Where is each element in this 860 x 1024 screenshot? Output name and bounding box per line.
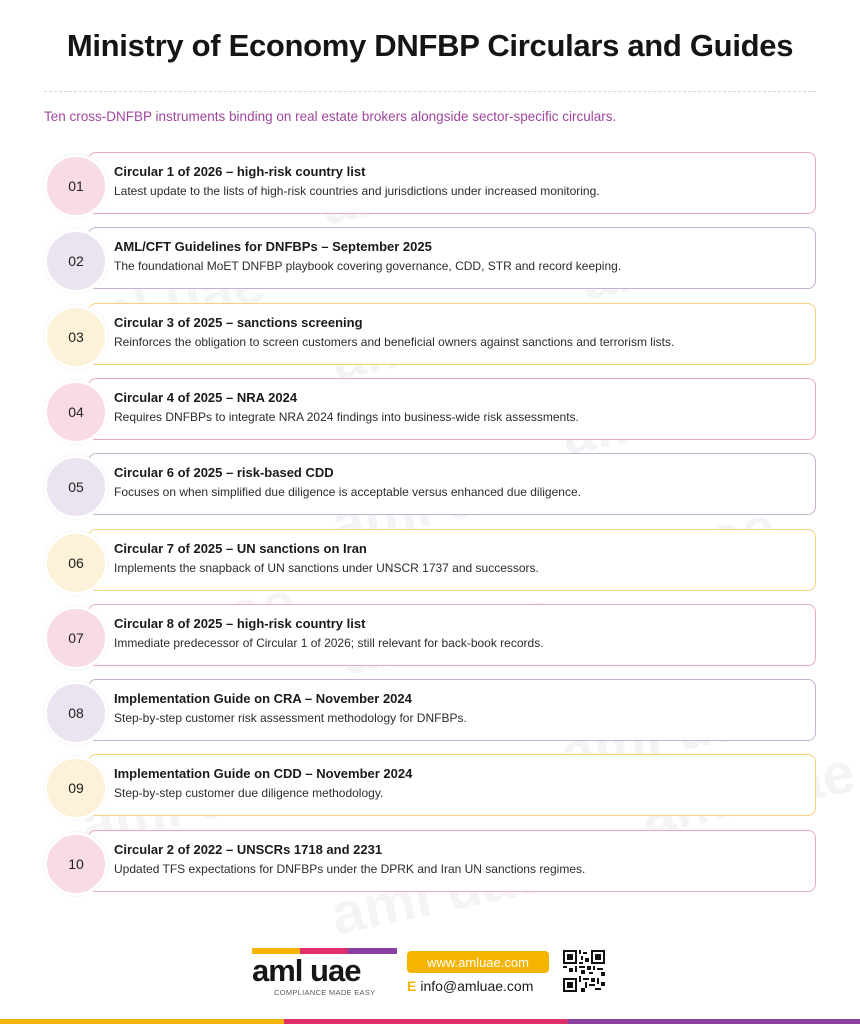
- list-item: [44, 378, 816, 440]
- item-card: [88, 303, 816, 365]
- qr-code-icon[interactable]: [563, 950, 605, 992]
- item-description: Updated TFS expectations for DNFBPs under the DPRK and Iran UN sanctions regimes.: [114, 861, 586, 876]
- list-item: [44, 754, 816, 816]
- item-title: Implementation Guide on CDD – November 2024: [114, 766, 413, 782]
- item-card: [88, 529, 816, 591]
- logo-text: aml uae: [252, 953, 361, 988]
- footer-logo[interactable]: [252, 948, 397, 996]
- item-description: Reinforces the obligation to screen customers and beneficial owners against sanctions and terrorism lists.: [114, 334, 675, 349]
- list-item: [44, 303, 816, 365]
- list-item: [44, 453, 816, 515]
- item-description: Implements the snapback of UN sanctions under UNSCR 1737 and successors.: [114, 560, 539, 575]
- item-description: Step-by-step customer due diligence methodology.: [114, 786, 384, 801]
- item-card: [88, 604, 816, 666]
- email-link[interactable]: info@amluae.com: [420, 978, 534, 994]
- item-card: [88, 227, 816, 289]
- item-title: Implementation Guide on CRA – November 2024: [114, 691, 412, 707]
- item-number-badge: 01: [44, 154, 108, 218]
- item-title: Circular 4 of 2025 – NRA 2024: [114, 389, 298, 405]
- item-card: [88, 754, 816, 816]
- item-title: Circular 8 of 2025 – high-risk country list: [114, 615, 366, 631]
- item-description: The foundational MoET DNFBP playbook covering governance, CDD, STR and record keeping.: [114, 259, 622, 274]
- title-divider: [44, 91, 816, 92]
- list-item: [44, 679, 816, 741]
- item-number-badge: 03: [44, 305, 108, 369]
- logo-tagline: COMPLIANCE MADE EASY: [274, 988, 376, 997]
- list-item: [44, 604, 816, 666]
- email-line[interactable]: [407, 978, 533, 994]
- item-description: Latest update to the lists of high-risk countries and jurisdictions under increased monitoring.: [114, 184, 600, 198]
- email-prefix: E: [407, 978, 417, 994]
- item-number-badge: 06: [44, 531, 108, 595]
- item-number-badge: 07: [44, 606, 108, 670]
- page-subtitle: Ten cross-DNFBP instruments binding on real estate brokers alongside sector-specific circulars.: [44, 109, 617, 124]
- item-card: [88, 830, 816, 892]
- item-card: [88, 453, 816, 515]
- item-number-badge: 04: [44, 380, 108, 444]
- item-description: Focuses on when simplified due diligence is acceptable versus enhanced due diligence.: [114, 485, 581, 500]
- item-description: Step-by-step customer risk assessment methodology for DNFBPs.: [114, 711, 467, 726]
- item-title: Circular 3 of 2025 – sanctions screening: [114, 314, 363, 330]
- item-title: AML/CFT Guidelines for DNFBPs – September 2025: [114, 239, 432, 255]
- list-item: [44, 830, 816, 892]
- website-link[interactable]: www.amluae.com: [407, 951, 549, 973]
- item-number-badge: 08: [44, 681, 108, 745]
- item-number-badge: 02: [44, 229, 108, 293]
- item-number-badge: 10: [44, 832, 108, 896]
- list-item: [44, 152, 816, 214]
- item-number-badge: 05: [44, 455, 108, 519]
- page-title: Ministry of Economy DNFBP Circulars and Guides: [66, 28, 794, 63]
- item-title: Circular 6 of 2025 – risk-based CDD: [114, 465, 334, 481]
- list-item: [44, 227, 816, 289]
- list-item: [44, 529, 816, 591]
- item-title: Circular 1 of 2026 – high-risk country list: [114, 164, 366, 179]
- item-card: [88, 152, 816, 214]
- item-card: [88, 378, 816, 440]
- item-description: Immediate predecessor of Circular 1 of 2026; still relevant for back-book records.: [114, 635, 544, 650]
- item-number-badge: 09: [44, 756, 108, 820]
- item-title: Circular 2 of 2022 – UNSCRs 1718 and 2231: [114, 841, 383, 857]
- bottom-color-bar: [0, 1019, 860, 1024]
- item-title: Circular 7 of 2025 – UN sanctions on Iran: [114, 540, 367, 556]
- item-description: Requires DNFBPs to integrate NRA 2024 findings into business-wide risk assessments.: [114, 409, 579, 424]
- item-card: [88, 679, 816, 741]
